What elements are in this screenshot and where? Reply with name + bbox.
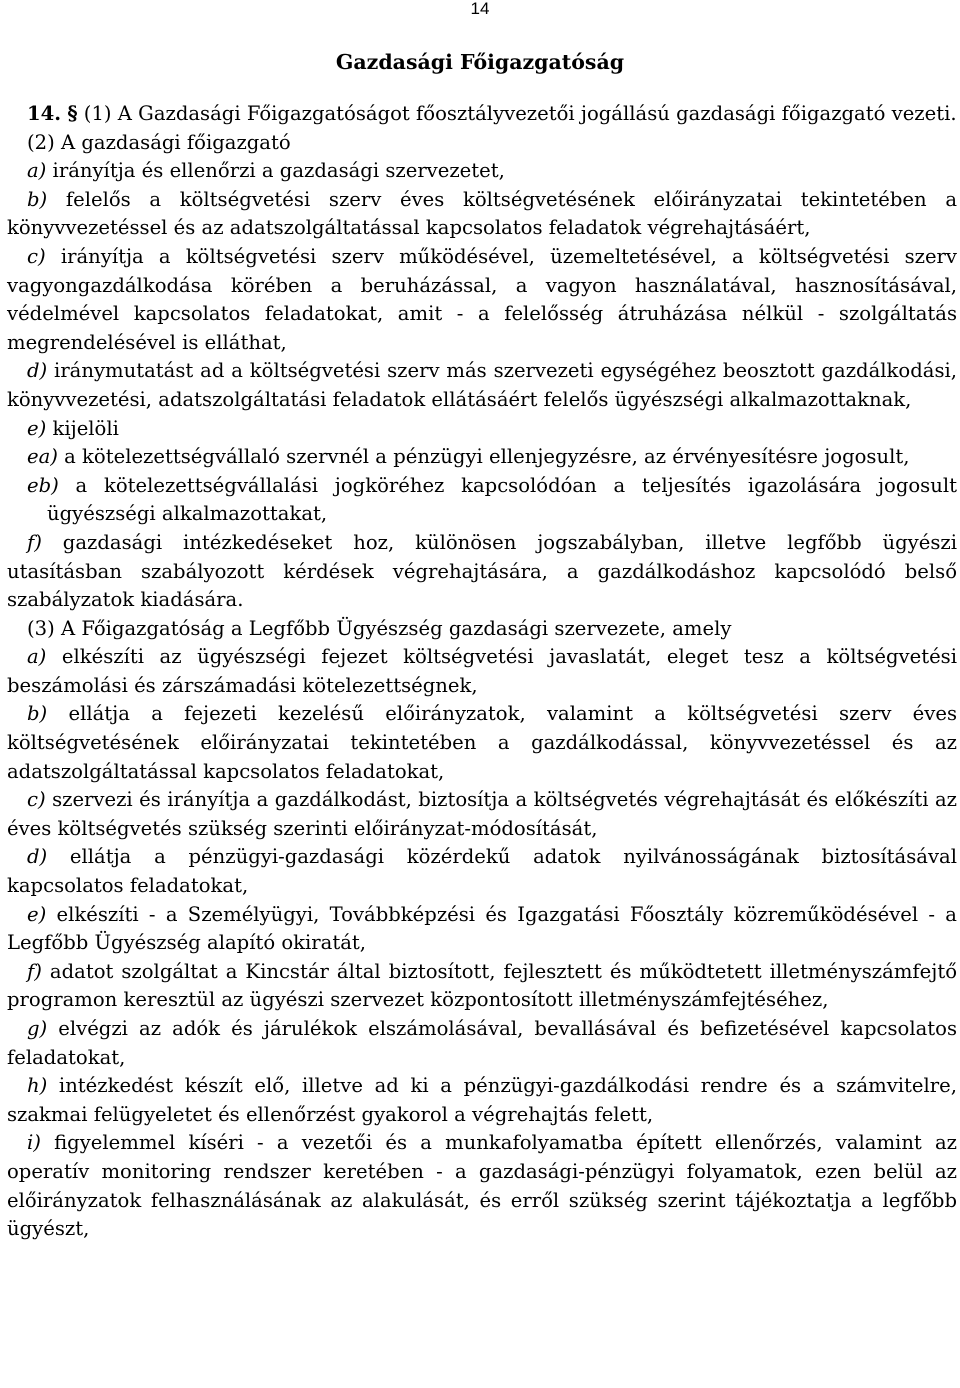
list-item-3g: [7, 1015, 957, 1072]
item-text: a kötelezettségvállalási jogköréhez kapcsolódóan a teljesítés igazolására jogosult ügyészségi alkalmazottakat,: [47, 473, 957, 526]
item-letter: f): [27, 959, 42, 983]
section-14-paragraph-1: [7, 100, 957, 129]
item-text: irányítja a költségvetési szerv működésével, üzemeltetésével, a költségvetési szerv vagyongazdálkodása körében a beruházással, a vagyon használatával, hasznosításával, védelmével kapcsolatos feladatokat, amit - a felelősség átruházása nélkül - szolgáltatás megrendelésével is elláthat,: [7, 244, 957, 354]
section-sign: §: [67, 102, 78, 125]
list-item-3c: [7, 786, 957, 843]
item-text: a kötelezettségvállaló szervnél a pénzügyi ellenjegyzésre, az érvényesítésre jogosult,: [57, 445, 910, 469]
item-text: adatot szolgáltat a Kincstár által biztosított, fejlesztett és működtetett illetményszámfejtő programon keresztül az ügyészi szervezet központosított illetményszámfejtéséhez,: [7, 959, 957, 1012]
list-item-3b: [7, 700, 957, 786]
list-item-3f: [7, 958, 957, 1015]
section-title: Gazdasági Főigazgatóság: [335, 50, 625, 74]
section-number: 14.: [27, 102, 62, 125]
item-letter: d): [27, 845, 48, 869]
list-item-3h: [7, 1072, 957, 1129]
list-item-2ea: [27, 443, 957, 472]
item-letter: ea): [27, 445, 58, 469]
list-item-2d: [7, 357, 957, 414]
item-text: kijelöli: [46, 416, 119, 440]
item-text: felelős a költségvetési szerv éves költségvetésének előirányzatai tekintetében a könyvvezetéssel és az adatszolgáltatással kapcsolatos feladatok végrehajtásáért,: [7, 187, 957, 240]
item-letter: c): [27, 788, 46, 812]
list-item-2b: [7, 186, 957, 243]
list-item-3d: [7, 843, 957, 900]
item-text: ellátja a fejezeti kezelésű előirányzatok, valamint a költségvetési szerv éves költségvetésének előirányzatai tekintetében a gazdálkodással, könyvvezetéssel és az adatszolgáltatással kapcsolatos feladatokat,: [7, 702, 957, 783]
item-text: iránymutatást ad a költségvetési szerv más szervezeti egységéhez beosztott gazdálkodási, könyvvezetési, adatszolgáltatási feladatok ellátásáért felelős ügyészségi alkalmazottaknak,: [7, 359, 957, 411]
list-item-3e: [7, 901, 957, 958]
list-item-2a: [7, 157, 957, 186]
item-letter: d): [27, 359, 48, 383]
item-text: irányítja és ellenőrzi a gazdasági szervezetet,: [46, 159, 505, 183]
list-item-2c: [7, 243, 957, 357]
paragraph-text: (1) A Gazdasági Főigazgatóságot főosztályvezetői jogállású gazdasági főigazgató vezeti.: [77, 102, 957, 125]
paragraph-2-intro: (2) A gazdasági főigazgató: [27, 130, 291, 154]
list-item-2eb: [27, 472, 957, 529]
item-letter: i): [27, 1131, 41, 1155]
item-text: intézkedést készít elő, illetve ad ki a pénzügyi-gazdálkodási rendre és a számvitelre, szakmai felügyeletet és ellenőrzést gyakorol a végrehajtás felett,: [7, 1074, 957, 1126]
item-letter: g): [27, 1017, 48, 1040]
list-item-3a: [7, 643, 957, 700]
page-number: 14: [470, 0, 490, 18]
item-text: ellátja a pénzügyi-gazdasági közérdekű adatok nyilvánosságának biztosításával kapcsolatos feladatokat,: [7, 845, 957, 898]
list-item-3i: [7, 1129, 957, 1243]
item-text: szervezi és irányítja a gazdálkodást, biztosítja a költségvetés végrehajtását és előkészíti az éves költségvetés szükség szerinti előirányzat-módosítását,: [7, 788, 957, 840]
paragraph-3-intro: (3) A Főigazgatóság a Legfőbb Ügyészség gazdasági szervezete, amely: [27, 616, 732, 640]
item-letter: c): [27, 244, 46, 268]
item-letter: h): [27, 1074, 48, 1098]
item-letter: b): [27, 702, 48, 726]
item-letter: b): [27, 187, 48, 211]
item-text: figyelemmel kíséri - a vezetői és a munkafolyamatba épített ellenőrzés, valamint az operatív monitoring rendszer keretében - a gazdasági-pénzügyi folyamatok, ezen belül az előirányzatok felhasználásának az alakulását, és erről szükség szerint tájékoztatja a legfőbb ügyészt,: [7, 1131, 957, 1241]
item-letter: eb): [27, 473, 59, 497]
item-text: elkészíti - a Személyügyi, Továbbképzési és Igazgatási Főosztály közreműködésével - a Legfőbb Ügyészség alapító okiratát,: [7, 902, 957, 955]
item-letter: e): [27, 902, 47, 926]
item-letter: a): [27, 645, 47, 669]
list-item-2e: [7, 415, 957, 444]
item-letter: a): [27, 159, 47, 183]
list-item-2f: [7, 529, 957, 615]
item-text: elkészíti az ügyészségi fejezet költségvetési javaslatát, eleget tesz a költségvetési beszámolási és zárszámadási kötelezettségnek,: [7, 645, 957, 697]
item-text: elvégzi az adók és járulékok elszámolásával, bevallásával és befizetésével kapcsolatos feladatokat,: [7, 1017, 957, 1069]
item-letter: f): [27, 530, 42, 554]
document-body: [7, 100, 957, 1244]
item-text: gazdasági intézkedéseket hoz, különösen jogszabályban, illetve legfőbb ügyészi utasításban szabályozott kérdések végrehajtására, a gazdálkodáshoz kapcsolódó belső szabályzatok kiadására.: [7, 530, 957, 612]
item-letter: e): [27, 416, 47, 440]
